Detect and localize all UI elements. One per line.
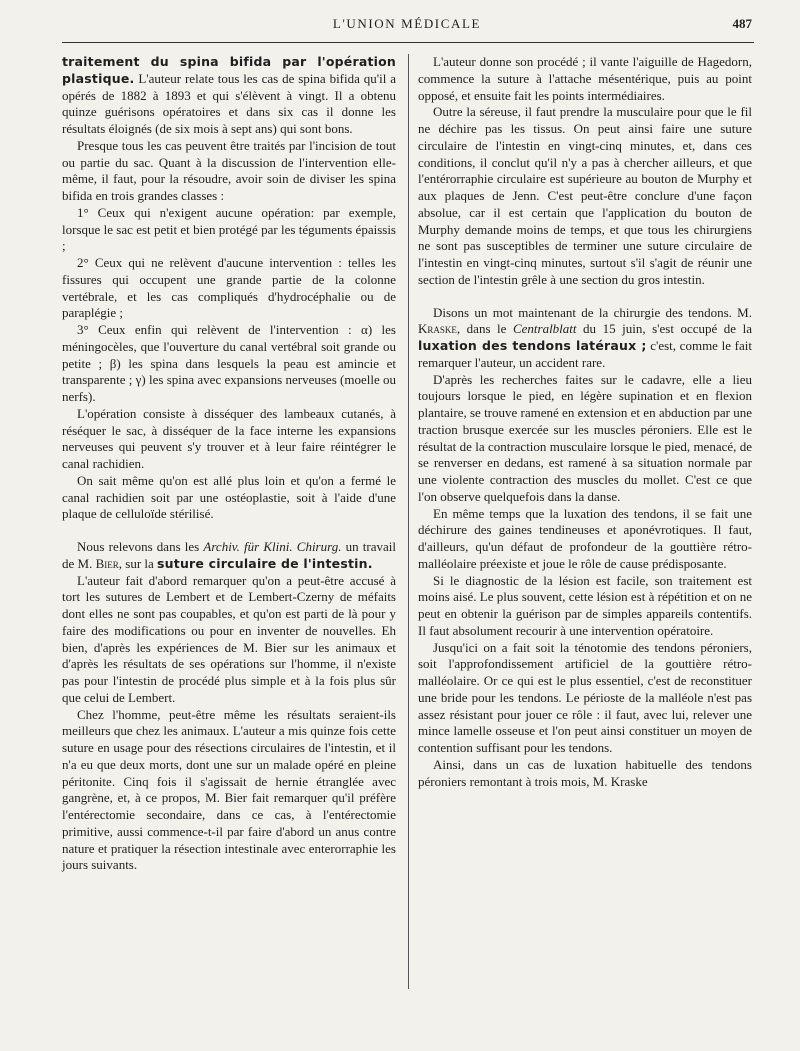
journal-title: Archiv. für Klini. Chirurg.	[203, 539, 342, 554]
right-column	[418, 54, 752, 790]
paragraph-tendons-intro: Disons un mot maintenant de la chirurgie des tendons. M. Kraske, dans le Centralblatt du 15 juin, s'est occupé de la luxation des tendons latéraux ; c'est, comme le fait remarquer l'auteur, un accident rare.	[418, 304, 752, 370]
column-divider	[408, 54, 409, 989]
paragraph: D'après les recherches faites sur le cadavre, elle a lieu toujours lorsque le pied, en légère supination et en flexion plantaire, se trouve ramené en extension et en abduction par une traction brusque exercée sur les muscles péroniers. Elle est le résultat de la contraction musculaire lorsque le pied, menacé, de se renverser en dedans, est ramené à sa situation normale par une violente contraction des muscles du mollet. C'est ce que l'on observe quelquefois dans la danse.	[418, 371, 752, 504]
page-header	[62, 14, 752, 36]
paragraph: On sait même qu'on est allé plus loin et qu'on a fermé le canal rachidien soit par une ostéoplastie, soit à l'aide d'une plaque de celluloïde stérilisé.	[62, 472, 396, 522]
left-column	[62, 54, 396, 874]
paragraph: Presque tous les cas peuvent être traités par l'incision de tout ou partie du sac. Quant à la discussion de l'intervention elle-même, il faut, pour la résoudre, avoir soin de diviser les spina bifida en trois grandes classes :	[62, 137, 396, 203]
list-item: 2° Ceux qui ne relèvent d'aucune intervention : telles les fissures qui occupent une grande partie de la colonne vertébrale, et les cas compliqués d'hydrocéphalie ou de paraplégie ;	[62, 255, 396, 321]
paragraph: Si le diagnostic de la lésion est facile, son traitement est moins aisé. Le plus souvent, cette lésion est à répétition et on ne peut en obtenir la guérison par de simples appareils contentifs. Il faut absolument recourir à une intervention opératoire.	[418, 572, 752, 638]
list-item: 1° Ceux qui n'exigent aucune opération: par exemple, lorsque le sac est petit et bien protégé par les téguments épaissis ;	[62, 204, 396, 254]
section-heading-suture: suture circulaire de l'intestin.	[157, 555, 373, 571]
section-heading-spina-bifida: traitement du spina bifida par l'opération plastique.	[62, 54, 396, 86]
paragraph-suture-intro: Nous relevons dans les Archiv. für Klini. Chirurg. un travail de M. Bier, sur la suture circulaire de l'intestin.	[62, 539, 396, 571]
paragraph: Outre la séreuse, il faut prendre la musculaire pour que le fil ne déchire pas les tissus. On peut ainsi faire une suture circulaire de l'intestin en vingt-cinq minutes, et, dans ces conditions, il conclut qu'il n'y a pas à chercher ailleurs, et que l'entérorraphie circulaire est supérieure au bouton de Murphy et aux plaques de Jenn. C'est peut-être conclure d'une façon absolue, car il est certain que l'application du bouton de Murphy demande moins de temps, et que tous les chirurgiens ne sont pas susceptibles de terminer une suture circulaire de l'intestin en vingt-cinq minutes, surtout s'il s'agit de réunir une section de l'intestin grêle à une section du gros intestin.	[418, 104, 752, 287]
paragraph: Jusqu'ici on a fait soit la ténotomie des tendons péroniers, soit l'approfondissement artificiel de la gouttière rétro-malléolaire. Or ce qui est le plus essentiel, c'est de reconstituer une bride pour les tendons. Le périoste de la malléole n'est pas assez résistant pour jouer ce rôle : il faut, avec lui, relever une mince lamelle osseuse et l'on peut ainsi constituer un moyen de contention suffisant pour les tendons.	[418, 639, 752, 755]
paragraph-text: L'auteur relate tous les cas de spina bifida qu'il a opérés de 1882 à 1893 et qui s'élèvent à vingt. Il a obtenu quinze guérisons opératoires et dans six cas il donne les résultats éloignés (de six mois à sept ans) qui sont bons.	[62, 70, 396, 136]
section-heading-tendons: luxation des tendons latéraux ;	[418, 338, 647, 353]
paragraph: L'auteur fait d'abord remarquer qu'on a peut-être accusé à tort les sutures de Lembert et de Lembert-Czerny de méfaits dont elles ne sont pas coupables, et qu'on est parti de là pour y faire des modifications ou pour en inventer de nouvelles. Eh bien, d'après les expériences de M. Bier sur les animaux et d'après les résultats de ses opérations sur l'homme, il n'existe pas pour l'intestin de procédé plus simple et à la fois plus sûr que celui de Lembert.	[62, 572, 396, 705]
running-title: L'UNION MÉDICALE	[332, 16, 482, 31]
paragraph: Chez l'homme, peut-être même les résultats seraient-ils meilleurs que chez les animaux. L'auteur a mis quinze fois cette suture en usage pour des résections circulaires de l'intestin, et il n'a eu que deux morts, dont une sur un malade opéré en pleine péritonite. Cinq fois il s'agissait de hernie étranglée avec gangrène, et, à ce propos, M. Bier fait remarquer qu'il préfère l'entérectomie secondaire, dans ce cas, à l'entérectomie primitive, aussi commence-t-il par faire d'abord un anus contre nature et pratiquer la résection intestinale avec enterorraphie les jours suivants.	[62, 706, 396, 873]
paragraph: L'auteur donne son procédé ; il vante l'aiguille de Hagedorn, commence la suture à l'attache mésentérique, puis au point opposé, et ensuite fait les points intermédiaires.	[418, 54, 752, 103]
paragraph: L'opération consiste à disséquer des lambeaux cutanés, à réséquer le sac, à disséquer de la face interne les expansions nerveuses qui peuvent s'y trouver et à leur faire réintégrer le canal rachidien.	[62, 405, 396, 471]
header-rule	[62, 42, 754, 43]
paragraph: Ainsi, dans un cas de luxation habituelle des tendons péroniers remontant à trois mois, M. Kraske	[418, 756, 752, 789]
paragraph-spina-bifida-intro	[62, 54, 396, 138]
paragraph: En même temps que la luxation des tendons, il se fait une déchirure des gaines tendineuses et aponévrotiques. Il faut, d'ailleurs, qu'un défaut de profondeur de la gouttière rétro-malléolaire préexiste et joue le rôle de cause prédisposante.	[418, 505, 752, 571]
author-name: Kraske	[418, 321, 457, 337]
list-item: 3° Ceux enfin qui relèvent de l'intervention : α) les méningocèles, que l'ouverture du canal vertébral soit grande ou petite ; β) les spina dans lesquels la peau est amincie et transparente ; γ) les spina avec expansions nerveuses (moelle ou nerfs).	[62, 322, 396, 404]
author-name: Bier	[95, 555, 119, 571]
journal-title: Centralblatt	[512, 321, 577, 337]
page-number: 487	[732, 16, 752, 31]
